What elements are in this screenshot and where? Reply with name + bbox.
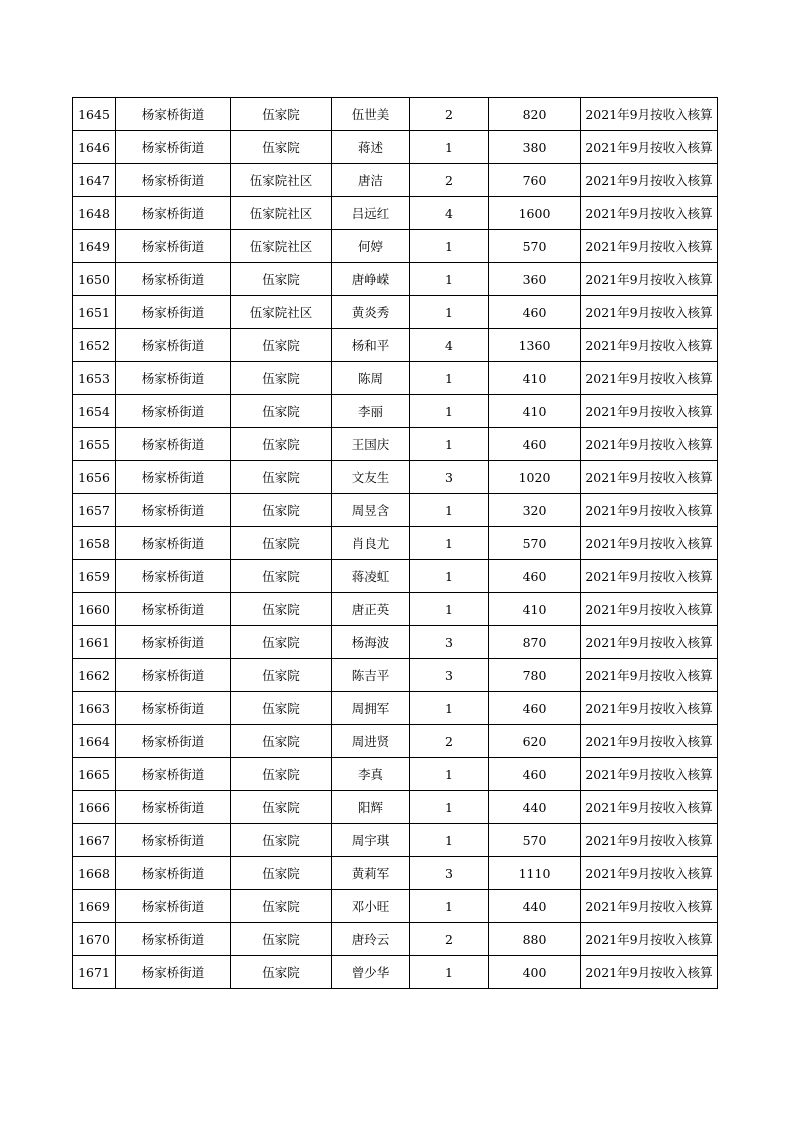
cell-serial-number: 1647 <box>73 164 116 197</box>
cell-serial-number: 1666 <box>73 791 116 824</box>
cell-household-size: 1 <box>410 230 489 263</box>
cell-serial-number: 1652 <box>73 329 116 362</box>
cell-person-name: 唐正英 <box>332 593 410 626</box>
cell-community: 伍家院 <box>231 923 332 956</box>
cell-person-name: 唐洁 <box>332 164 410 197</box>
cell-note: 2021年9月按收入核算 <box>581 230 718 263</box>
cell-person-name: 黄炎秀 <box>332 296 410 329</box>
cell-serial-number: 1658 <box>73 527 116 560</box>
table-row <box>73 494 718 527</box>
cell-household-size: 1 <box>410 428 489 461</box>
cell-amount: 1020 <box>489 461 581 494</box>
cell-community: 伍家院 <box>231 857 332 890</box>
cell-person-name: 李真 <box>332 758 410 791</box>
cell-household-size: 2 <box>410 164 489 197</box>
cell-serial-number: 1662 <box>73 659 116 692</box>
cell-amount: 440 <box>489 791 581 824</box>
table-row <box>73 659 718 692</box>
cell-street: 杨家桥街道 <box>116 362 231 395</box>
cell-amount: 410 <box>489 593 581 626</box>
cell-street: 杨家桥街道 <box>116 296 231 329</box>
cell-street: 杨家桥街道 <box>116 857 231 890</box>
table-row <box>73 395 718 428</box>
table-row <box>73 791 718 824</box>
cell-household-size: 4 <box>410 329 489 362</box>
cell-community: 伍家院 <box>231 560 332 593</box>
cell-community: 伍家院 <box>231 131 332 164</box>
cell-household-size: 1 <box>410 758 489 791</box>
cell-community: 伍家院社区 <box>231 296 332 329</box>
table-row <box>73 98 718 131</box>
cell-serial-number: 1651 <box>73 296 116 329</box>
cell-street: 杨家桥街道 <box>116 692 231 725</box>
cell-household-size: 1 <box>410 593 489 626</box>
cell-person-name: 周拥军 <box>332 692 410 725</box>
cell-street: 杨家桥街道 <box>116 758 231 791</box>
cell-note: 2021年9月按收入核算 <box>581 428 718 461</box>
cell-serial-number: 1671 <box>73 956 116 989</box>
table-row <box>73 824 718 857</box>
cell-person-name: 文友生 <box>332 461 410 494</box>
cell-street: 杨家桥街道 <box>116 98 231 131</box>
cell-household-size: 1 <box>410 494 489 527</box>
cell-person-name: 吕远红 <box>332 197 410 230</box>
cell-note: 2021年9月按收入核算 <box>581 890 718 923</box>
cell-note: 2021年9月按收入核算 <box>581 560 718 593</box>
table-row <box>73 890 718 923</box>
cell-community: 伍家院 <box>231 98 332 131</box>
cell-serial-number: 1665 <box>73 758 116 791</box>
cell-amount: 460 <box>489 296 581 329</box>
cell-amount: 410 <box>489 395 581 428</box>
cell-person-name: 杨和平 <box>332 329 410 362</box>
cell-serial-number: 1663 <box>73 692 116 725</box>
table-row <box>73 956 718 989</box>
table-row <box>73 593 718 626</box>
cell-community: 伍家院 <box>231 362 332 395</box>
cell-household-size: 4 <box>410 197 489 230</box>
cell-serial-number: 1660 <box>73 593 116 626</box>
cell-note: 2021年9月按收入核算 <box>581 593 718 626</box>
cell-community: 伍家院 <box>231 824 332 857</box>
cell-note: 2021年9月按收入核算 <box>581 725 718 758</box>
cell-serial-number: 1650 <box>73 263 116 296</box>
cell-serial-number: 1670 <box>73 923 116 956</box>
table-row <box>73 857 718 890</box>
table-row <box>73 692 718 725</box>
cell-amount: 460 <box>489 692 581 725</box>
cell-serial-number: 1656 <box>73 461 116 494</box>
cell-amount: 570 <box>489 230 581 263</box>
cell-household-size: 1 <box>410 527 489 560</box>
cell-person-name: 周昱含 <box>332 494 410 527</box>
cell-street: 杨家桥街道 <box>116 593 231 626</box>
table-row <box>73 296 718 329</box>
cell-community: 伍家院 <box>231 758 332 791</box>
cell-community: 伍家院 <box>231 329 332 362</box>
cell-household-size: 1 <box>410 791 489 824</box>
cell-street: 杨家桥街道 <box>116 560 231 593</box>
cell-amount: 620 <box>489 725 581 758</box>
cell-person-name: 王国庆 <box>332 428 410 461</box>
cell-person-name: 唐峥嵘 <box>332 263 410 296</box>
cell-person-name: 李丽 <box>332 395 410 428</box>
cell-amount: 460 <box>489 560 581 593</box>
table-row <box>73 131 718 164</box>
assistance-table <box>72 97 718 989</box>
cell-person-name: 唐玲云 <box>332 923 410 956</box>
cell-household-size: 1 <box>410 296 489 329</box>
cell-amount: 410 <box>489 362 581 395</box>
cell-amount: 1600 <box>489 197 581 230</box>
table-row <box>73 164 718 197</box>
cell-street: 杨家桥街道 <box>116 197 231 230</box>
cell-community: 伍家院社区 <box>231 230 332 263</box>
cell-serial-number: 1648 <box>73 197 116 230</box>
cell-amount: 870 <box>489 626 581 659</box>
cell-note: 2021年9月按收入核算 <box>581 659 718 692</box>
cell-person-name: 肖良尤 <box>332 527 410 560</box>
cell-amount: 570 <box>489 527 581 560</box>
document-page <box>72 97 718 989</box>
cell-community: 伍家院 <box>231 263 332 296</box>
cell-person-name: 周进贤 <box>332 725 410 758</box>
cell-household-size: 1 <box>410 956 489 989</box>
cell-amount: 760 <box>489 164 581 197</box>
table-row <box>73 263 718 296</box>
cell-amount: 440 <box>489 890 581 923</box>
cell-household-size: 1 <box>410 824 489 857</box>
cell-household-size: 1 <box>410 692 489 725</box>
table-row <box>73 725 718 758</box>
cell-amount: 360 <box>489 263 581 296</box>
cell-community: 伍家院 <box>231 725 332 758</box>
cell-community: 伍家院 <box>231 791 332 824</box>
table-row <box>73 230 718 263</box>
cell-household-size: 1 <box>410 131 489 164</box>
cell-serial-number: 1653 <box>73 362 116 395</box>
cell-street: 杨家桥街道 <box>116 263 231 296</box>
cell-note: 2021年9月按收入核算 <box>581 923 718 956</box>
cell-household-size: 1 <box>410 890 489 923</box>
cell-amount: 380 <box>489 131 581 164</box>
cell-note: 2021年9月按收入核算 <box>581 164 718 197</box>
cell-note: 2021年9月按收入核算 <box>581 362 718 395</box>
cell-amount: 570 <box>489 824 581 857</box>
cell-serial-number: 1659 <box>73 560 116 593</box>
cell-serial-number: 1646 <box>73 131 116 164</box>
table-row <box>73 461 718 494</box>
cell-person-name: 阳辉 <box>332 791 410 824</box>
cell-household-size: 1 <box>410 560 489 593</box>
cell-community: 伍家院 <box>231 461 332 494</box>
table-row <box>73 923 718 956</box>
cell-street: 杨家桥街道 <box>116 428 231 461</box>
cell-household-size: 3 <box>410 659 489 692</box>
cell-note: 2021年9月按收入核算 <box>581 758 718 791</box>
table-row <box>73 758 718 791</box>
cell-note: 2021年9月按收入核算 <box>581 824 718 857</box>
cell-amount: 780 <box>489 659 581 692</box>
cell-community: 伍家院 <box>231 626 332 659</box>
cell-serial-number: 1655 <box>73 428 116 461</box>
cell-street: 杨家桥街道 <box>116 824 231 857</box>
cell-community: 伍家院 <box>231 395 332 428</box>
cell-person-name: 邓小旺 <box>332 890 410 923</box>
cell-street: 杨家桥街道 <box>116 395 231 428</box>
table-row <box>73 626 718 659</box>
cell-household-size: 2 <box>410 98 489 131</box>
cell-community: 伍家院社区 <box>231 164 332 197</box>
cell-amount: 460 <box>489 758 581 791</box>
cell-household-size: 1 <box>410 263 489 296</box>
cell-community: 伍家院 <box>231 494 332 527</box>
cell-household-size: 3 <box>410 857 489 890</box>
cell-person-name: 伍世美 <box>332 98 410 131</box>
cell-person-name: 黄莉军 <box>332 857 410 890</box>
cell-note: 2021年9月按收入核算 <box>581 197 718 230</box>
table-row <box>73 527 718 560</box>
cell-street: 杨家桥街道 <box>116 890 231 923</box>
cell-street: 杨家桥街道 <box>116 131 231 164</box>
cell-community: 伍家院 <box>231 527 332 560</box>
table-row <box>73 428 718 461</box>
cell-serial-number: 1669 <box>73 890 116 923</box>
cell-street: 杨家桥街道 <box>116 461 231 494</box>
cell-street: 杨家桥街道 <box>116 626 231 659</box>
cell-serial-number: 1645 <box>73 98 116 131</box>
cell-street: 杨家桥街道 <box>116 725 231 758</box>
cell-note: 2021年9月按收入核算 <box>581 296 718 329</box>
cell-serial-number: 1649 <box>73 230 116 263</box>
cell-amount: 880 <box>489 923 581 956</box>
cell-note: 2021年9月按收入核算 <box>581 263 718 296</box>
cell-amount: 1360 <box>489 329 581 362</box>
cell-person-name: 蒋凌虹 <box>332 560 410 593</box>
table-row <box>73 329 718 362</box>
table-row <box>73 560 718 593</box>
cell-serial-number: 1668 <box>73 857 116 890</box>
cell-note: 2021年9月按收入核算 <box>581 857 718 890</box>
cell-note: 2021年9月按收入核算 <box>581 956 718 989</box>
cell-amount: 820 <box>489 98 581 131</box>
cell-household-size: 2 <box>410 923 489 956</box>
cell-street: 杨家桥街道 <box>116 791 231 824</box>
cell-note: 2021年9月按收入核算 <box>581 329 718 362</box>
cell-street: 杨家桥街道 <box>116 494 231 527</box>
cell-community: 伍家院 <box>231 890 332 923</box>
cell-serial-number: 1657 <box>73 494 116 527</box>
cell-serial-number: 1661 <box>73 626 116 659</box>
cell-person-name: 曾少华 <box>332 956 410 989</box>
cell-person-name: 杨海波 <box>332 626 410 659</box>
cell-note: 2021年9月按收入核算 <box>581 131 718 164</box>
cell-person-name: 蒋述 <box>332 131 410 164</box>
cell-community: 伍家院 <box>231 692 332 725</box>
cell-household-size: 1 <box>410 362 489 395</box>
cell-street: 杨家桥街道 <box>116 230 231 263</box>
cell-person-name: 陈吉平 <box>332 659 410 692</box>
cell-note: 2021年9月按收入核算 <box>581 98 718 131</box>
cell-serial-number: 1654 <box>73 395 116 428</box>
cell-community: 伍家院 <box>231 428 332 461</box>
cell-community: 伍家院 <box>231 659 332 692</box>
cell-amount: 1110 <box>489 857 581 890</box>
cell-street: 杨家桥街道 <box>116 329 231 362</box>
table-row <box>73 197 718 230</box>
cell-street: 杨家桥街道 <box>116 956 231 989</box>
cell-household-size: 3 <box>410 461 489 494</box>
cell-street: 杨家桥街道 <box>116 659 231 692</box>
cell-note: 2021年9月按收入核算 <box>581 791 718 824</box>
cell-serial-number: 1667 <box>73 824 116 857</box>
cell-community: 伍家院 <box>231 593 332 626</box>
cell-street: 杨家桥街道 <box>116 527 231 560</box>
table-body <box>73 98 718 989</box>
cell-person-name: 周宇琪 <box>332 824 410 857</box>
cell-amount: 400 <box>489 956 581 989</box>
cell-person-name: 陈周 <box>332 362 410 395</box>
cell-household-size: 2 <box>410 725 489 758</box>
cell-street: 杨家桥街道 <box>116 923 231 956</box>
cell-serial-number: 1664 <box>73 725 116 758</box>
cell-community: 伍家院社区 <box>231 197 332 230</box>
cell-person-name: 何婷 <box>332 230 410 263</box>
table-row <box>73 362 718 395</box>
cell-note: 2021年9月按收入核算 <box>581 626 718 659</box>
cell-street: 杨家桥街道 <box>116 164 231 197</box>
cell-household-size: 1 <box>410 395 489 428</box>
cell-note: 2021年9月按收入核算 <box>581 395 718 428</box>
cell-amount: 460 <box>489 428 581 461</box>
cell-note: 2021年9月按收入核算 <box>581 494 718 527</box>
cell-note: 2021年9月按收入核算 <box>581 692 718 725</box>
cell-amount: 320 <box>489 494 581 527</box>
cell-household-size: 3 <box>410 626 489 659</box>
cell-note: 2021年9月按收入核算 <box>581 461 718 494</box>
cell-note: 2021年9月按收入核算 <box>581 527 718 560</box>
cell-community: 伍家院 <box>231 956 332 989</box>
